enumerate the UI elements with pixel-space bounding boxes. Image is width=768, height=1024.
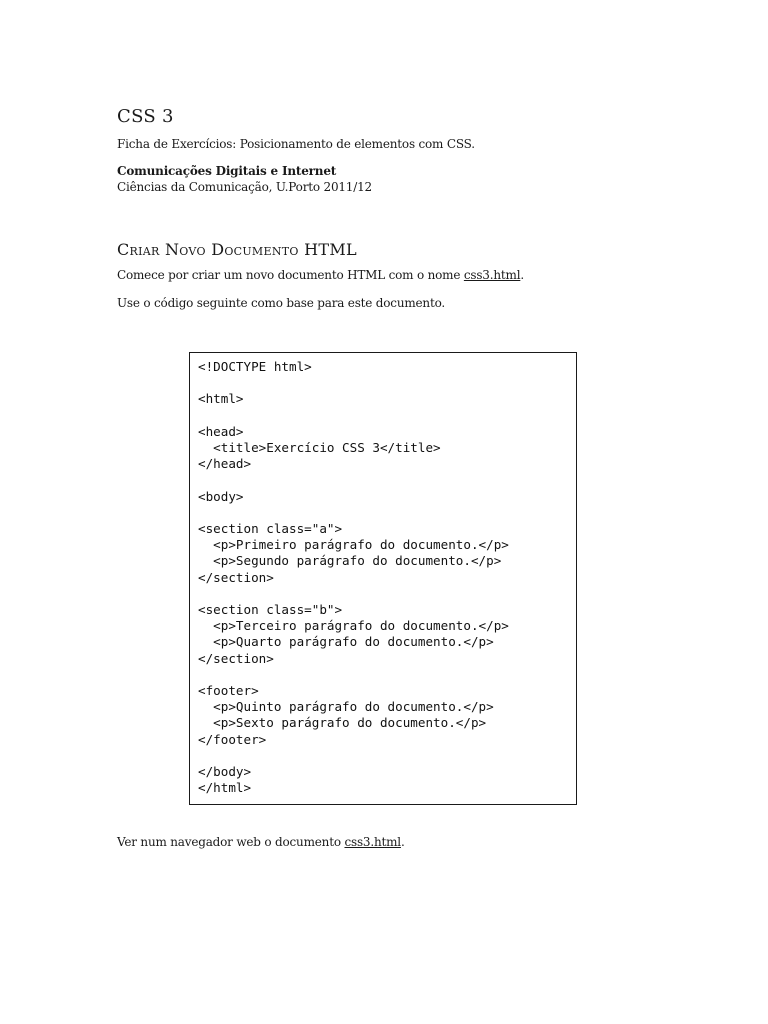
institution-line: Ciências da Comunicação, U.Porto 2011/12	[117, 180, 372, 194]
section-heading-word: Novo	[165, 240, 206, 259]
section-heading-word: Criar	[117, 240, 160, 259]
intro-paragraph	[117, 268, 524, 282]
outro-filename: css3.html	[344, 835, 401, 849]
outro-paragraph	[117, 835, 405, 849]
intro-filename: css3.html	[463, 268, 521, 282]
document-title: CSS 3	[117, 106, 174, 127]
intro-suffix: .	[520, 268, 524, 282]
document-subtitle: Ficha de Exercícios: Posicionamento de elementos com CSS.	[117, 137, 475, 151]
instruction-paragraph: Use o código seguinte como base para este documento.	[117, 296, 446, 310]
outro-text: Ver num navegador web o documento	[117, 835, 345, 849]
section-heading	[117, 240, 357, 259]
code-block: <!DOCTYPE html> <html> <head> <title>Exercício CSS 3</title> </head> <body> <section class="a"> <p>Primeiro parágrafo do documento.</p> <p>Segundo parágrafo do documento.</p> </section> <section class="b"> <p>Terceiro parágrafo do documento.</p> <p>Quarto parágrafo do documento.</p> </section> <footer> <p>Quinto parágrafo do documento.</p> <p>Sexto parágrafo do documento.</p> </footer> </body> </html>	[198, 359, 509, 796]
code-box	[189, 352, 577, 805]
course-name: Comunicações Digitais e Internet	[117, 164, 337, 178]
outro-suffix: .	[400, 835, 405, 849]
section-heading-word: HTML	[304, 240, 357, 259]
section-heading-word: Documento	[211, 240, 299, 259]
intro-text: Comece por criar um novo documento HTML com o nome	[117, 268, 464, 282]
